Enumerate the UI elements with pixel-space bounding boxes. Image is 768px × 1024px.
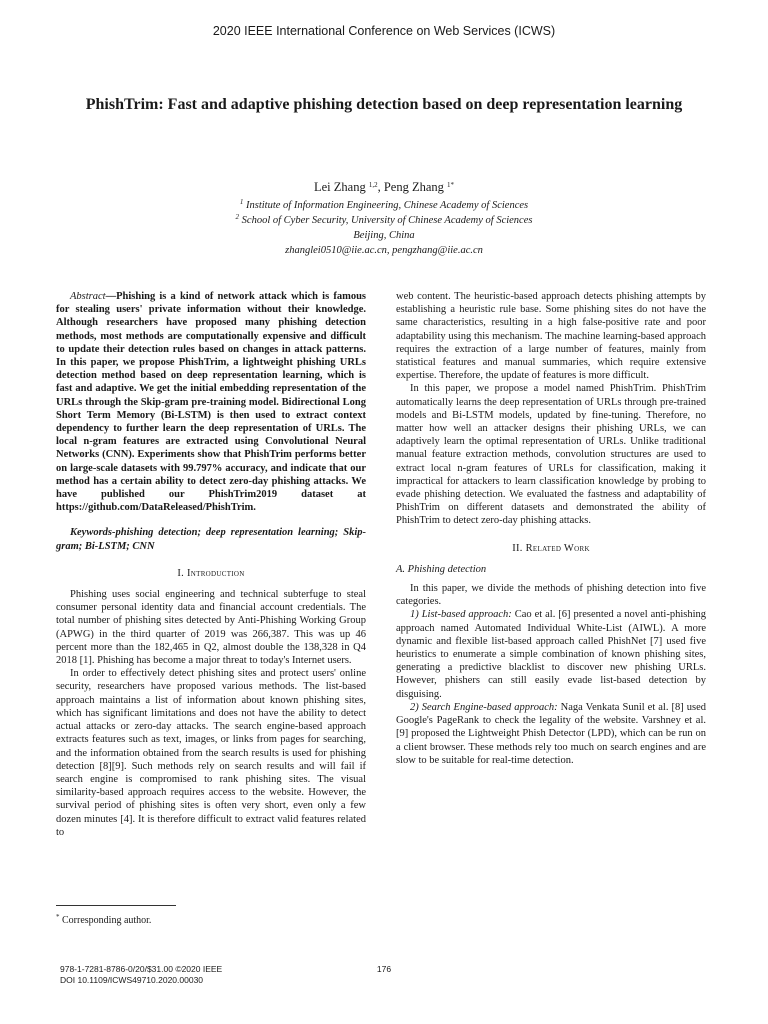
section-heading-introduction: I. Introduction <box>177 567 245 579</box>
footnote <box>56 915 151 926</box>
affiliation-superscript: 1 <box>239 198 244 206</box>
affiliation-line <box>0 198 768 213</box>
left-column <box>56 290 366 839</box>
subsection-heading: A. Phishing detection <box>396 563 487 575</box>
author-name: Peng Zhang <box>383 180 444 194</box>
list-item-label: 2) Search Engine-based approach: <box>410 701 558 713</box>
abstract-text: —Phishing is a kind of network attack which is famous for stealing users' private information without their knowledge. Although researchers have proposed many phishing detection methods, most methods are computationally expensive and difficult to update their detection rules based on changes in attack patterns. In this paper, we propose PhishTrim, a lightweight phishing URLs detection method based on deep representation learning, which is fast and adaptive. We get the initial embedding representation of the URLs through the Skip-gram pre-training model. Bidirectional Long Short Term Memory (Bi-LSTM) is then used to extract context dependency to further learn the deep representation of URLs. The local n-gram features are extracted using Convolutional Neural Networks (CNN). Experiments show that PhishTrim performs better on large-scale datasets with 99.797% accuracy, and indicate that our method has a certain ability to detect zero-day phishing attacks. We have published our PhishTrim2019 dataset at https://github.com/DataReleased/PhishTrim. <box>56 291 366 514</box>
author-emails: zhanglei0510@iie.ac.cn, pengzhang@iie.ac.cn <box>285 245 483 256</box>
affiliations <box>0 198 768 258</box>
list-item-search-engine <box>396 701 706 767</box>
author-separator: , <box>377 180 384 194</box>
affiliation-line <box>0 213 768 228</box>
author-superscript: 1,2 <box>368 181 378 189</box>
keywords: Keywords-phishing detection; deep representation learning; Skip-gram; Bi-LSTM; CNN <box>56 527 366 552</box>
affiliation-location: Beijing, China <box>353 230 415 241</box>
body-paragraph-contribution: In this paper, we propose a model named PhishTrim. PhishTrim automatically learns the deep representation of URLs through pre-trained models and Bi-LSTM models, updated by fine-tuning. Therefore, no matter how well an attacker designs their phishing URLs, we can adaptively learn the optimal representation of URLs. Unlike traditional manual feature extraction methods, convolution structures are used to extract local n-gram features of URLs for classification, making it impractical for attackers to learn classification knowledge by probing to evade phishing detection. We evaluated the fastness and adaptability of PhishTrim on different datasets and demonstrated the ability of PhishTrim to detect zero-day phishing attacks. <box>396 383 706 527</box>
affiliation-text: Institute of Information Engineering, Chinese Academy of Sciences <box>246 200 529 211</box>
section-heading-related-work: II. Related Work <box>512 542 590 554</box>
conference-header: 2020 IEEE International Conference on Web Services (ICWS) <box>212 24 556 38</box>
affiliation-text: School of Cyber Security, University of Chinese Academy of Sciences <box>241 215 533 226</box>
intro-paragraph-2: In order to effectively detect phishing sites and protect users' online security, researchers have proposed various methods. The list-based approach maintains a list of information about known phishing sites, which has significant limitations and does not have the ability to detect actual attacks or zero-day attacks. The search engine-based approach extracts features such as text, images, or links from pages for searching, and the information obtained from the search results is used for phishing detection [8][9]. Such methods rely on search results and will fail if search engine is compromised to rank phishing sites. The visual similarity-based approach requires access to the website. However, the survival period of phishing sites is often very short, even only a few dozen minutes [4]. It is therefore difficult to extract valid features related to <box>56 668 366 838</box>
list-item-text: Cao et al. [6] presented a novel anti-phishing approach named Automated Individual White-List (AIWL). A more dynamic and flexible list-based approach called PhishNet [7] used five heuristics to enumerate a simple combination of known phishing sites, generating a predictive blacklist to discover new phishing URLs. However, phishers can still easily evade list-based detection by disguising. <box>396 609 706 700</box>
paper-title: PhishTrim: Fast and adaptive phishing detection based on deep representation learning <box>85 96 683 113</box>
list-item-text: Naga Venkata Sunil et al. [8] used Google's PageRank to check the legality of the website. Varshney et al. [9] proposed the Lightweight Phish Detector (LPD), which can be run on a client browser. These methods rely too much on search engines and are slow to be suitable for real-time detection. <box>396 701 706 766</box>
body-paragraph-continued: web content. The heuristic-based approach detects phishing attempts by establishing a heuristic rule base. Some phishing sites do not have the same characteristics, resulting in a high false-positive rate and poor adaptability using this mechanism. The machine learning-based approach requires the extraction of a large number of features, mainly from statistical features and manual summaries, which require extensive expertise. Therefore, the update of features is more difficult. <box>396 291 706 382</box>
right-column <box>396 290 706 767</box>
footnote-rule <box>56 905 176 906</box>
intro-paragraph-1: Phishing uses social engineering and technical subterfuge to steal consumer personal identity data and financial account credentials. The total number of phishing sites detected by Anti-Phishing Working Group (APWG) in the third quarter of 2019 was 266,387. This was up 46 percent more than the 182,465 in Q2, almost double the 138,328 in Q4 2018 [1]. Phishing has become a major threat to today's Internet users. <box>56 589 366 667</box>
abstract <box>56 290 366 514</box>
page-number: 176 <box>376 964 392 974</box>
isbn-line: 978-1-7281-8786-0/20/$31.00 ©2020 IEEE <box>60 964 223 974</box>
list-item-label: 1) List-based approach: <box>410 609 512 621</box>
author-name: Lei Zhang <box>313 180 366 194</box>
author-superscript: 1* <box>447 181 455 189</box>
footnote-mark: * <box>56 913 60 921</box>
footnote-text: Corresponding author. <box>62 915 152 926</box>
list-item-list-based <box>396 608 706 700</box>
author-line <box>0 180 768 195</box>
affiliation-superscript: 2 <box>235 213 240 221</box>
abstract-label: Abstract <box>70 291 106 302</box>
doi-line: DOI 10.1109/ICWS49710.2020.00030 <box>60 975 204 985</box>
body-paragraph-categories: In this paper, we divide the methods of phishing detection into five categories. <box>396 583 706 608</box>
